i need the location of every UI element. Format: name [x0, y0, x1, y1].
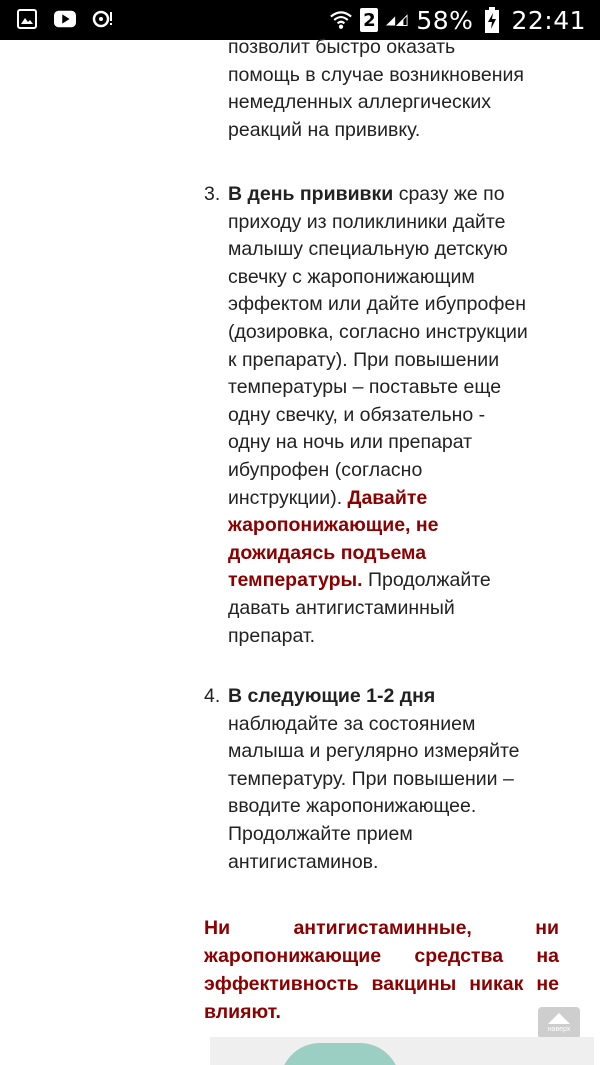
text-line: немедленных аллергических: [228, 91, 491, 114]
text-line: температуру. При повышении –: [228, 767, 514, 790]
sim-indicator: 2: [360, 8, 378, 32]
warning-text: жаропонижающие, не: [228, 514, 439, 537]
list-number-4: 4.: [204, 685, 221, 707]
text-line: эффектом или дайте ибупрофен: [228, 293, 526, 316]
text-line: малышу специальную детскую: [228, 238, 508, 261]
clock: 22:41: [511, 5, 586, 35]
text-line: [228, 485, 568, 513]
signal-icon: [386, 9, 408, 31]
text-line: температуры – поставьте еще: [228, 376, 502, 399]
text-line: [228, 567, 568, 595]
text-line: (дозировка, согласно инструкции: [228, 320, 528, 343]
text-line: реакций на прививку.: [228, 118, 421, 141]
item-2-tail: [228, 34, 568, 144]
scroll-top-label: наверх: [547, 1026, 571, 1033]
text-line: позволит быстро оказать: [228, 36, 456, 58]
text-line: [228, 683, 568, 711]
text-span: сразу же по: [393, 183, 505, 205]
vaccine-notice: Ни антигистаминные, ни жаропонижающие средства на эффективность вакцины никак не влияют.: [204, 917, 559, 1023]
battery-charging-icon: [481, 9, 503, 31]
text-line: к препарату). При повышении: [228, 348, 500, 371]
text-line: антигистаминов.: [228, 850, 379, 873]
image-content: [280, 1043, 400, 1065]
text-line: препарат.: [228, 624, 316, 647]
warning-text: температуры.: [228, 569, 363, 592]
text-line: вводите жаропонижающее.: [228, 795, 477, 818]
notification-icons: [16, 8, 114, 30]
warning-text: дожидаясь подъема: [228, 541, 427, 564]
item-4-bold-lead: В следующие 1-2 дня: [228, 685, 436, 707]
youtube-icon: [54, 8, 76, 30]
text-span: Продолжайте: [362, 569, 491, 592]
text-line: одну на ночь или препарат: [228, 431, 473, 454]
download-icon: [92, 8, 114, 30]
text-line: одну свечку, и обязательно -: [228, 403, 486, 426]
battery-percent: 58%: [416, 5, 474, 35]
text-line: свечку с жаропонижающим: [228, 265, 475, 288]
text-span: инструкции).: [228, 486, 348, 509]
article-image: [210, 1037, 594, 1065]
text-line: [228, 181, 568, 209]
list-number-3: 3.: [204, 183, 221, 205]
list-item-3: [228, 181, 568, 650]
text-line: ибупрофен (согласно: [228, 458, 423, 481]
scroll-to-top-button[interactable]: [538, 1007, 580, 1039]
arrow-up-icon: [548, 1013, 570, 1024]
text-line: малыша и регулярно измеряйте: [228, 740, 520, 763]
wifi-icon: [330, 9, 352, 31]
text-line: давать антигистаминный: [228, 596, 455, 619]
item-3-bold-lead: В день прививки: [228, 183, 394, 205]
list-item-4: [228, 683, 568, 876]
text-line: наблюдайте за состоянием: [228, 712, 476, 735]
image-icon: [16, 8, 38, 30]
warning-text: Давайте: [347, 486, 428, 509]
text-line: Продолжайте прием: [228, 822, 413, 845]
text-line: приходу из поликлиники дайте: [228, 210, 506, 233]
text-line: помощь в случае возникновения: [228, 63, 524, 86]
